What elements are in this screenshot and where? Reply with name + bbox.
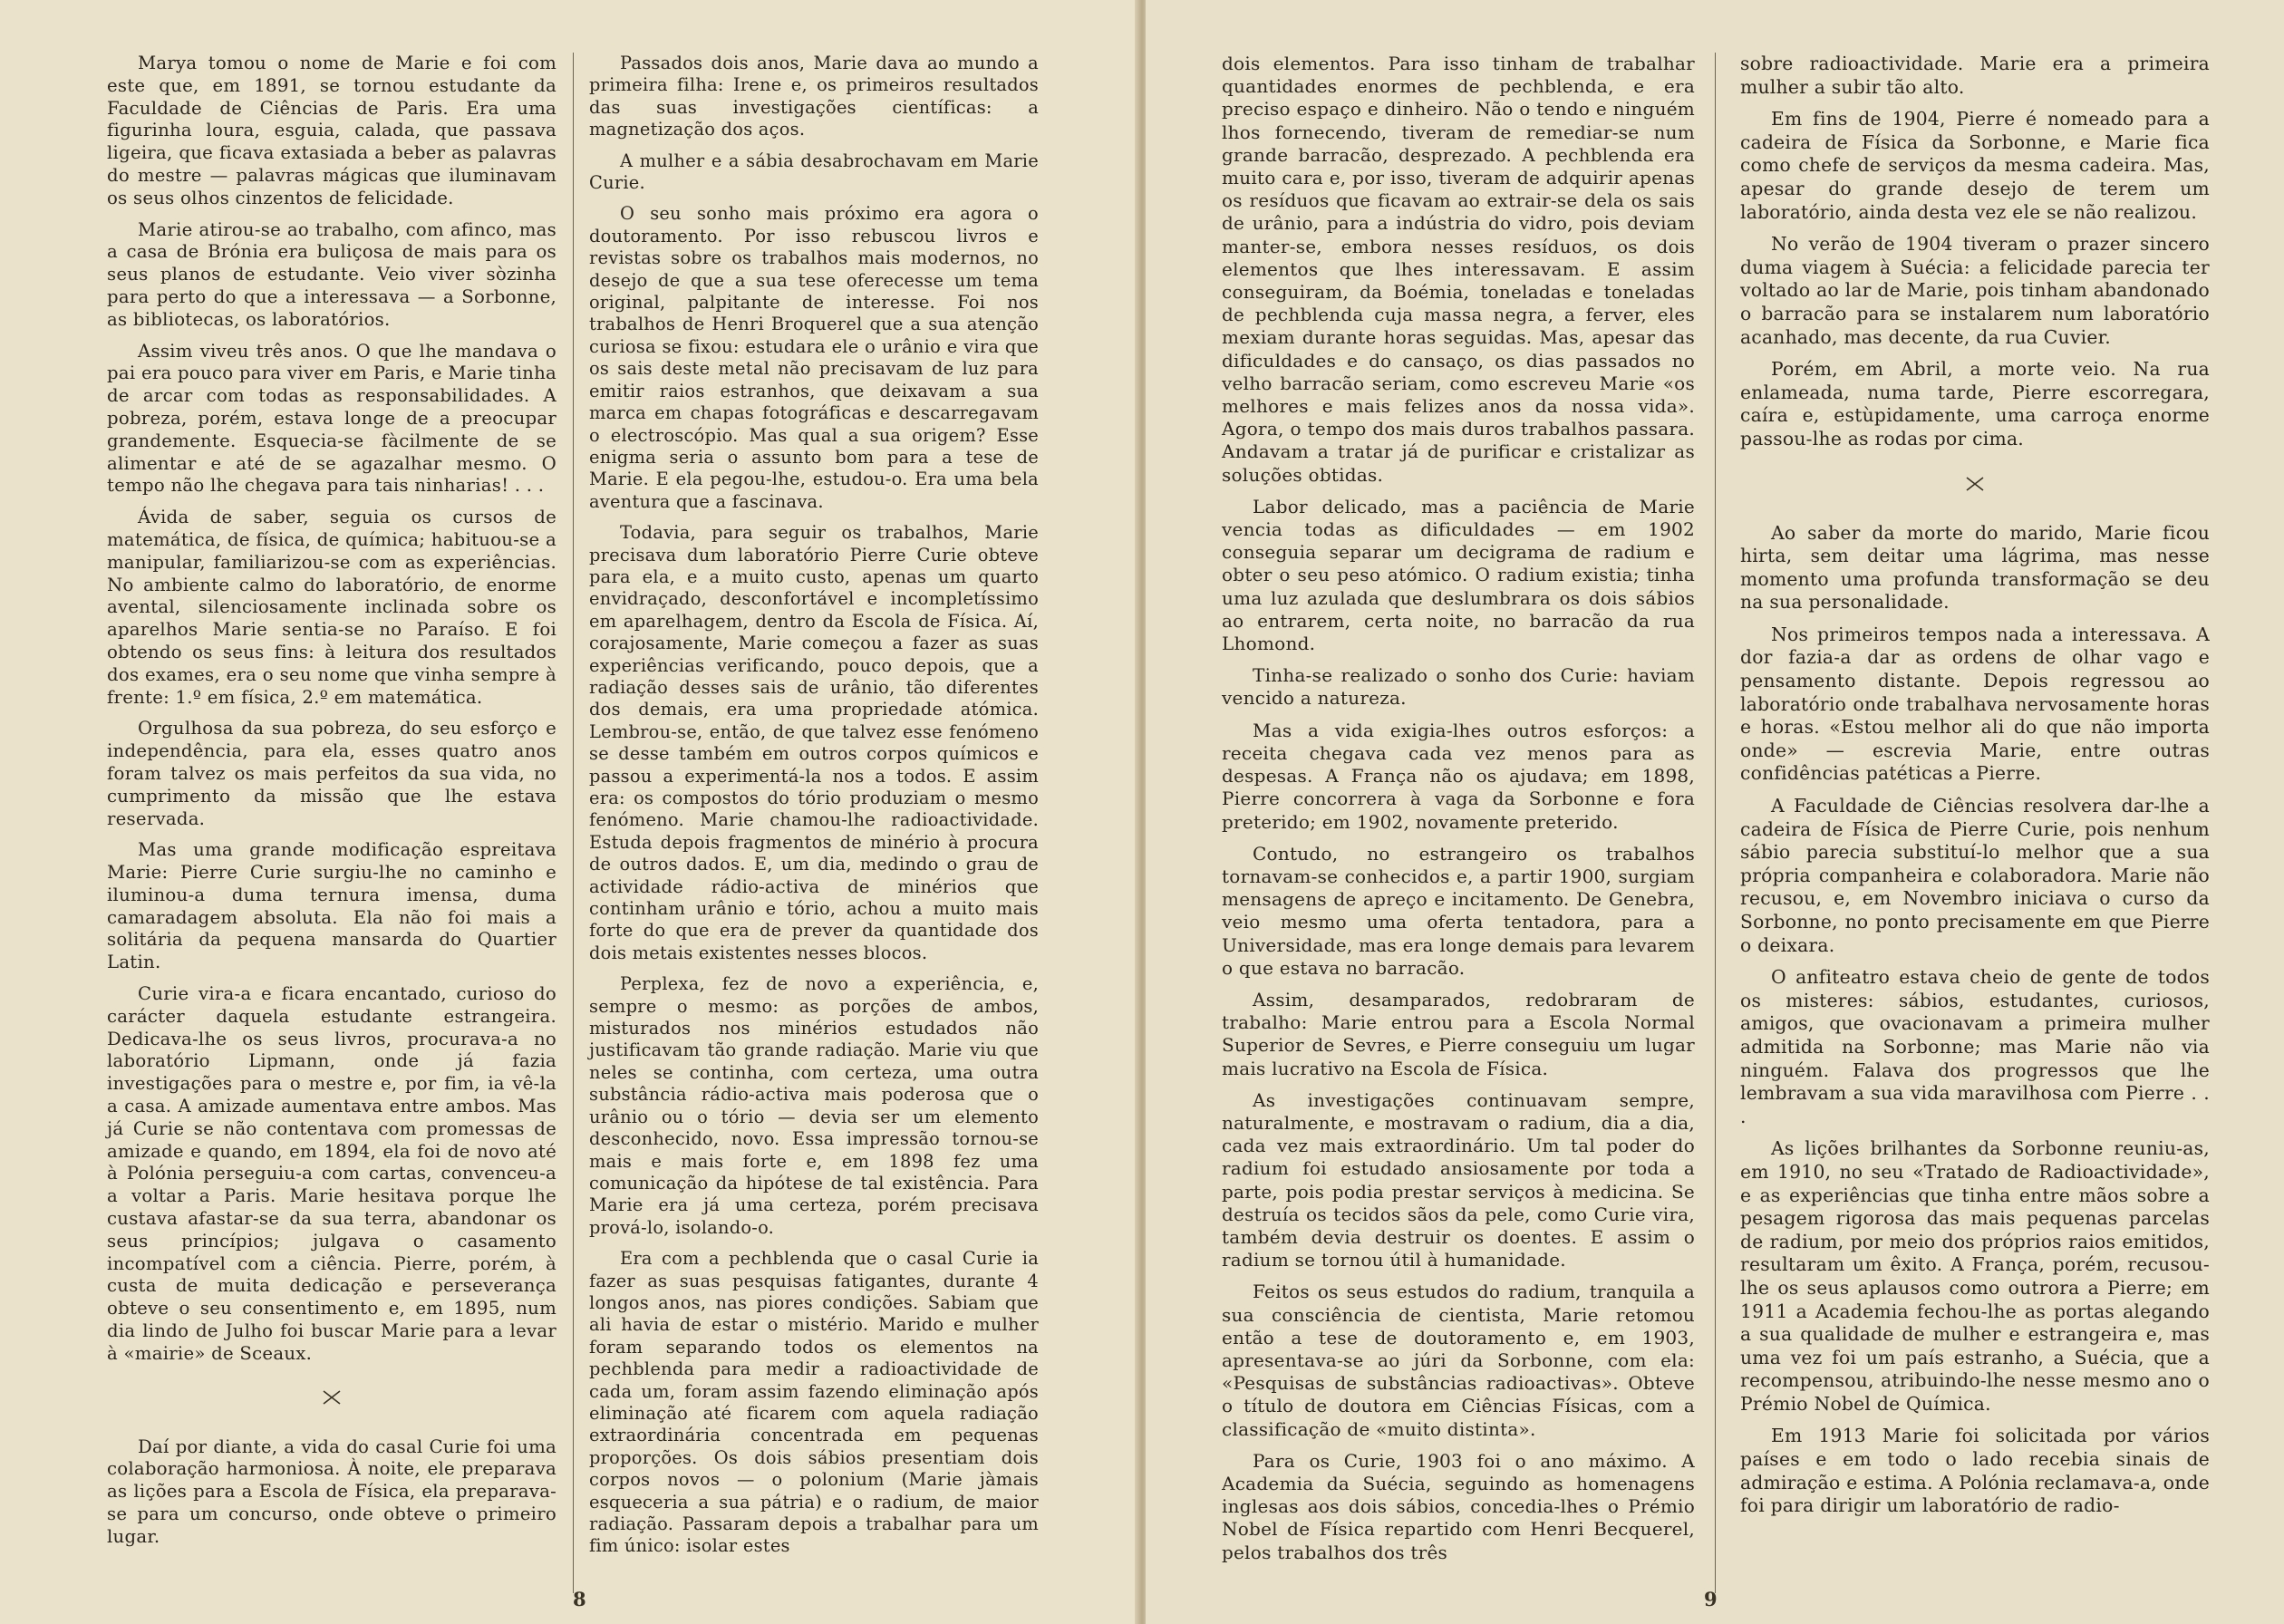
page-number: 8: [573, 1588, 586, 1610]
paragraph: Passados dois anos, Marie dava ao mundo a primeira filha: Irene e, os primeiros resultados das suas investigações científicas: a magnetização dos aços.: [589, 53, 1039, 140]
paragraph: Em 1913 Marie foi solicitada por vários países e em todo o lado recebia sinais de admiração e estima. A Polónia reclamava-a, onde foi para dirigir um laboratório de radio-: [1740, 1425, 2210, 1517]
page-left: [0, 0, 1138, 1624]
paragraph: Curie vira-a e ficara encantado, curioso do carácter daquela estudante estrangeira. Dedicava-lhe os seus livros, procurava-a no laboratório Lipmann, onde já fazia investigações para o mestre e, por fim, ia vê-la a casa. A amizade aumentava entre ambos. Mas já Curie se não contentava com promessas de amizade e quando, em 1894, ela foi de novo até à Polónia perseguiu-a com cartas, convenceu-a a voltar a Paris. Marie hesitava porque lhe custava afastar-se da sua terra, abandonar os seus princípios; julgava o casamento incompatível com a ciência. Pierre, porém, à custa de muita dedicação e perseverança obteve o seu consentimento e, em 1895, num dia lindo de Julho foi buscar Marie para a levar à «mairie» de Sceaux.: [107, 983, 556, 1364]
paragraph: No verão de 1904 tiveram o prazer sincero duma viagem à Suécia: a felicidade parecia ter voltado ao lar de Marie, pois tinham abandonado o barracão para se instalarem num laboratório acanhado, mas decente, da rua Cuvier.: [1740, 233, 2210, 348]
paragraph: As lições brilhantes da Sorbonne reuniu-as, em 1910, no seu «Tratado de Radioactividade», e as experiências que tinha entre mãos sobre a pesagem rigorosa das mais pequenas parcelas de radium, por meio dos próprios raios emitidos, resultaram um êxito. A França, porém, recusou-lhe os seus aplausos como outrora a Pierre; em 1911 a Academia fechou-lhe as portas alegando a sua qualidade de mulher e estrangeira e, mas uma vez foi um país estranho, a Suécia, que a recompensou, atribuindo-lhe nesse mesmo ano o Prémio Nobel de Química.: [1740, 1137, 2210, 1415]
paragraph: Feitos os seus estudos do radium, tranquila a sua consciência de cientista, Marie retomou então a tese de doutoramento e, em 1903, apresentava-se ao júri da Sorbonne, com ela: «Pesquisas de substâncias radioactivas». Obteve o título de doutora em Ciências Físicas, com a classificação de «muito distinta».: [1222, 1281, 1695, 1440]
paragraph: Marie atirou-se ao trabalho, com afinco, mas a casa de Brónia era buliçosa de mais para os seus planos de estudante. Veio viver sòzinha para perto do que a interessava — a Sorbonne, as bibliotecas, os laboratórios.: [107, 218, 556, 330]
paragraph: O seu sonho mais próximo era agora o doutoramento. Por isso rebuscou livros e revistas sobre os trabalhos mais modernos, no desejo de que a sua tese oferecesse um tema original, palpitante de interesse. Foi nos trabalhos de Henri Broquerel que a sua atenção curiosa se fixou: estudara ele o urânio e vira que os sais deste metal não precisavam de luz para emitir raios estranhos, que deixavam a sua marca em chapas fotográficas e descarregavam o electroscópio. Mas qual a sua origem? Esse enigma seria o assunto bom para a tese de Marie. E ela pegou-lhe, estudou-o. Era uma bela aventura que a fascinava.: [589, 203, 1039, 512]
paragraph: Mas a vida exigia-lhes outros esforços: a receita chegava cada vez menos para as despesas. A França não os ajudava; em 1898, Pierre concorrera à vaga da Sorbonne e fora preterido; em 1902, novamente preterido.: [1222, 719, 1695, 833]
column-2: [589, 53, 1039, 1567]
paragraph: Ávida de saber, seguia os cursos de matemática, de física, de química; habituou-se a manipular, familiarizou-se com as experiências. No ambiente calmo do laboratório, de enorme avental, silenciosamente inclinada sobre os aparelhos Marie sentia-se no Paraíso. E foi obtendo os seus fins: à leitura dos resultados dos exames, era o seu nome que vinha sempre à frente: 1.º em física, 2.º em matemática.: [107, 507, 556, 708]
section-separator-ornament: [1740, 475, 2210, 495]
paragraph: Tinha-se realizado o sonho dos Curie: haviam vencido a natureza.: [1222, 664, 1695, 710]
paragraph: As investigações continuavam sempre, naturalmente, e mostravam o radium, dia a dia, cada vez mais extraordinário. Um tal poder do radium foi estudado ansiosamente por toda a parte, pois podia prestar serviços à medicina. Se destruía os tecidos sãos da pele, como Curie vira, também devia destruir os doentes. E assim o radium se tornou útil à humanidade.: [1222, 1088, 1695, 1271]
paragraph: O anfiteatro estava cheio de gente de todos os misteres: sábios, estudantes, curiosos, amigos, que ovacionavam a primeira mulher admitida na Sorbonne; mas Marie não via ninguém. Falava dos progressos que lhe lembravam a sua vida maravilhosa com Pierre . . .: [1740, 966, 2210, 1127]
paragraph: Todavia, para seguir os trabalhos, Marie precisava dum laboratório Pierre Curie obteve para ela, e a muito custo, apenas um quarto envidraçado, desconfortável e incompletíssimo em aparelhagem, dentro da Escola de Física. Aí, corajosamente, Marie começou a fazer as suas experiências verificando, pouco depois, que a radiação desses sais de urânio, tão diferentes dos demais, era uma propriedade atómica. Lembrou-se, então, de que talvez esse fenómeno se desse também em outros corpos químicos e passou a experimentá-la nos a todos. E assim era: os compostos do tório produziam o mesmo fenómeno. Marie chamou-lhe radioactividade. Estuda depois fragmentos de minério à procura de outros dados. E, um dia, medindo o grau de actividade rádio-activa de minérios que continham urânio e tório, achou a muito mais forte do que era de prever da quantidade dos dois metais existentes nesses blocos.: [589, 522, 1039, 963]
section-separator-ornament: [107, 1389, 556, 1409]
column-divider: [1715, 53, 1716, 1593]
paragraph: A mulher e a sábia desabrochavam em Marie Curie.: [589, 150, 1039, 194]
page-right: [1146, 0, 2284, 1624]
column-3: [1222, 53, 1695, 1573]
paragraph: Orgulhosa da sua pobreza, do seu esforço e independência, para ela, esses quatro anos foram talvez os mais perfeitos da sua vida, no cumprimento da missão que lhe estava reservada.: [107, 718, 556, 829]
paragraph: Daí por diante, a vida do casal Curie foi uma colaboração harmoniosa. À noite, ele preparava as lições para a Escola de Física, ela preparava-se para um concurso, onde obteve o primeiro lugar.: [107, 1436, 556, 1547]
paragraph: Era com a pechblenda que o casal Curie ia fazer as suas pesquisas fatigantes, durante 4 longos anos, nas piores condições. Sabiam que ali havia de estar o mistério. Marido e mulher foram separando todos os elementos na pechblenda para medir a radioactividade de cada um, foram assim fazendo eliminação após eliminação até ficarem com aquela radiação extraordinária concentrada em pequenas proporções. Os dois sábios presentiam dois corpos novos — o polonium (Marie jàmais esqueceria a sua pátria) e o radium, de maior radiação. Passaram depois a trabalhar para um fim único: isolar estes: [589, 1248, 1039, 1557]
paragraph: Labor delicado, mas a paciência de Marie vencia todas as dificuldades — em 1902 conseguia separar um decigrama de radium e obter o seu peso atómico. O radium existia; tinha uma luz azulada que deslumbrara os dois sábios ao entrarem, certa noite, no barracão da rua Lhomond.: [1222, 495, 1695, 655]
paragraph: Perplexa, fez de novo a experiência, e, sempre o mesmo: as porções de ambos, misturados nos minérios estudados não justificavam tão grande radiação. Marie viu que neles se continha, com certeza, uma outra substância rádio-activa mais poderosa que o urânio ou o tório — devia ser um elemento desconhecido, novo. Essa impressão tornou-se mais e mais forte e, em 1898 fez uma comunicação da hipótese de tal existência. Para Marie era já uma certeza, porém precisava prová-lo, isolando-o.: [589, 973, 1039, 1238]
paragraph: Contudo, no estrangeiro os trabalhos tornavam-se conhecidos e, a partir 1900, surgiam mensagens de apreço e incitamento. De Genebra, veio mesmo uma oferta tentadora, para a Universidade, mas era longe demais para levarem o que estava no barracão.: [1222, 842, 1695, 979]
paragraph: Ao saber da morte do marido, Marie ficou hirta, sem deitar uma lágrima, mas nesse momento uma profunda transformação se deu na sua personalidade.: [1740, 521, 2210, 614]
column-4: [1740, 53, 2210, 1527]
paragraph: Marya tomou o nome de Marie e foi com este que, em 1891, se tornou estudante da Faculdade de Ciências de Paris. Era uma figurinha loura, esguia, calada, que passava ligeira, que ficava extasiada a beber as palavras do mestre — palavras mágicas que iluminavam os seus olhos cinzentos de felicidade.: [107, 53, 556, 208]
paragraph: Nos primeiros tempos nada a interessava. A dor fazia-a dar as ordens de olhar vago e pensamento distante. Depois regressou ao laboratório onde trabalhava nervosamente horas e horas. «Estou melhor ali do que não importa onde» — escrevia Marie, entre outras confidências patéticas a Pierre.: [1740, 623, 2210, 785]
column-divider: [573, 53, 574, 1593]
column-1: [107, 53, 556, 1558]
paragraph: Em fins de 1904, Pierre é nomeado para a cadeira de Física da Sorbonne, e Marie fica como chefe de serviços da mesma cadeira. Mas, apesar do grande desejo de terem um laboratório, ainda desta vez ele se não realizou.: [1740, 108, 2210, 223]
paragraph: A Faculdade de Ciências resolvera dar-lhe a cadeira de Física de Pierre Curie, pois nenhum sábio parecia substituí-lo melhor que a sua própria companheira e colaboradora. Marie não recusou, e, em Novembro iniciava o curso da Sorbonne, no ponto precisamente em que Pierre o deixara.: [1740, 795, 2210, 956]
paragraph: Porém, em Abril, a morte veio. Na rua enlameada, numa tarde, Pierre escorregara, caíra e, estùpidamente, uma carroça enorme passou-lhe as rodas por cima.: [1740, 358, 2210, 450]
paragraph: Mas uma grande modificação espreitava Marie: Pierre Curie surgiu-lhe no caminho e iluminou-a duma ternura imensa, duma camaradagem absoluta. Ela não foi mais a solitária da pequena mansarda do Quartier Latin.: [107, 839, 556, 973]
page-number: 9: [1704, 1588, 1718, 1610]
paragraph: dois elementos. Para isso tinham de trabalhar quantidades enormes de pechblenda, e era preciso espaço e dinheiro. Não o tendo e ninguém lhos fornecendo, tiveram de remediar-se num grande barracão, desprezado. A pechblenda era muito cara e, por isso, tiveram de adquirir apenas os resíduos que ficavam ao extrair-se dela os sais de urânio, para a indústria do vidro, pois deviam manter-se, embora nesses resíduos, os dois elementos que lhes interessavam. E assim conseguiram, da Boémia, toneladas e toneladas de pechblenda cuja massa negra, a ferver, eles mexiam durante horas seguidas. Mas, apesar das dificuldades e do cansaço, os dias passados no velho barracão seriam, como escreveu Marie «os melhores e mais felizes anos da nossa vida». Agora, o tempo dos mais duros trabalhos passara. Andavam a tratar já de purificar e cristalizar as soluções obtidas.: [1222, 53, 1695, 486]
paragraph: Assim, desamparados, redobraram de trabalho: Marie entrou para a Escola Normal Superior de Sevres, e Pierre conseguiu um lugar mais lucrativo na Escola de Física.: [1222, 988, 1695, 1079]
paragraph: Assim viveu três anos. O que lhe mandava o pai era pouco para viver em Paris, e Marie tinha de arcar com todas as responsabilidades. A pobreza, porém, estava longe de a preocupar grandemente. Esquecia-se fàcilmente de se alimentar e até de se agazalhar mesmo. O tempo não lhe chegava para tais ninharias! . . .: [107, 340, 556, 497]
paragraph: Para os Curie, 1903 foi o ano máximo. A Academia da Suécia, seguindo as homenagens inglesas aos dois sábios, concedia-lhes o Prémio Nobel de Física repartido com Henri Becquerel, pelos trabalhos dos três: [1222, 1449, 1695, 1563]
paragraph: sobre radioactividade. Marie era a primeira mulher a subir tão alto.: [1740, 53, 2210, 98]
